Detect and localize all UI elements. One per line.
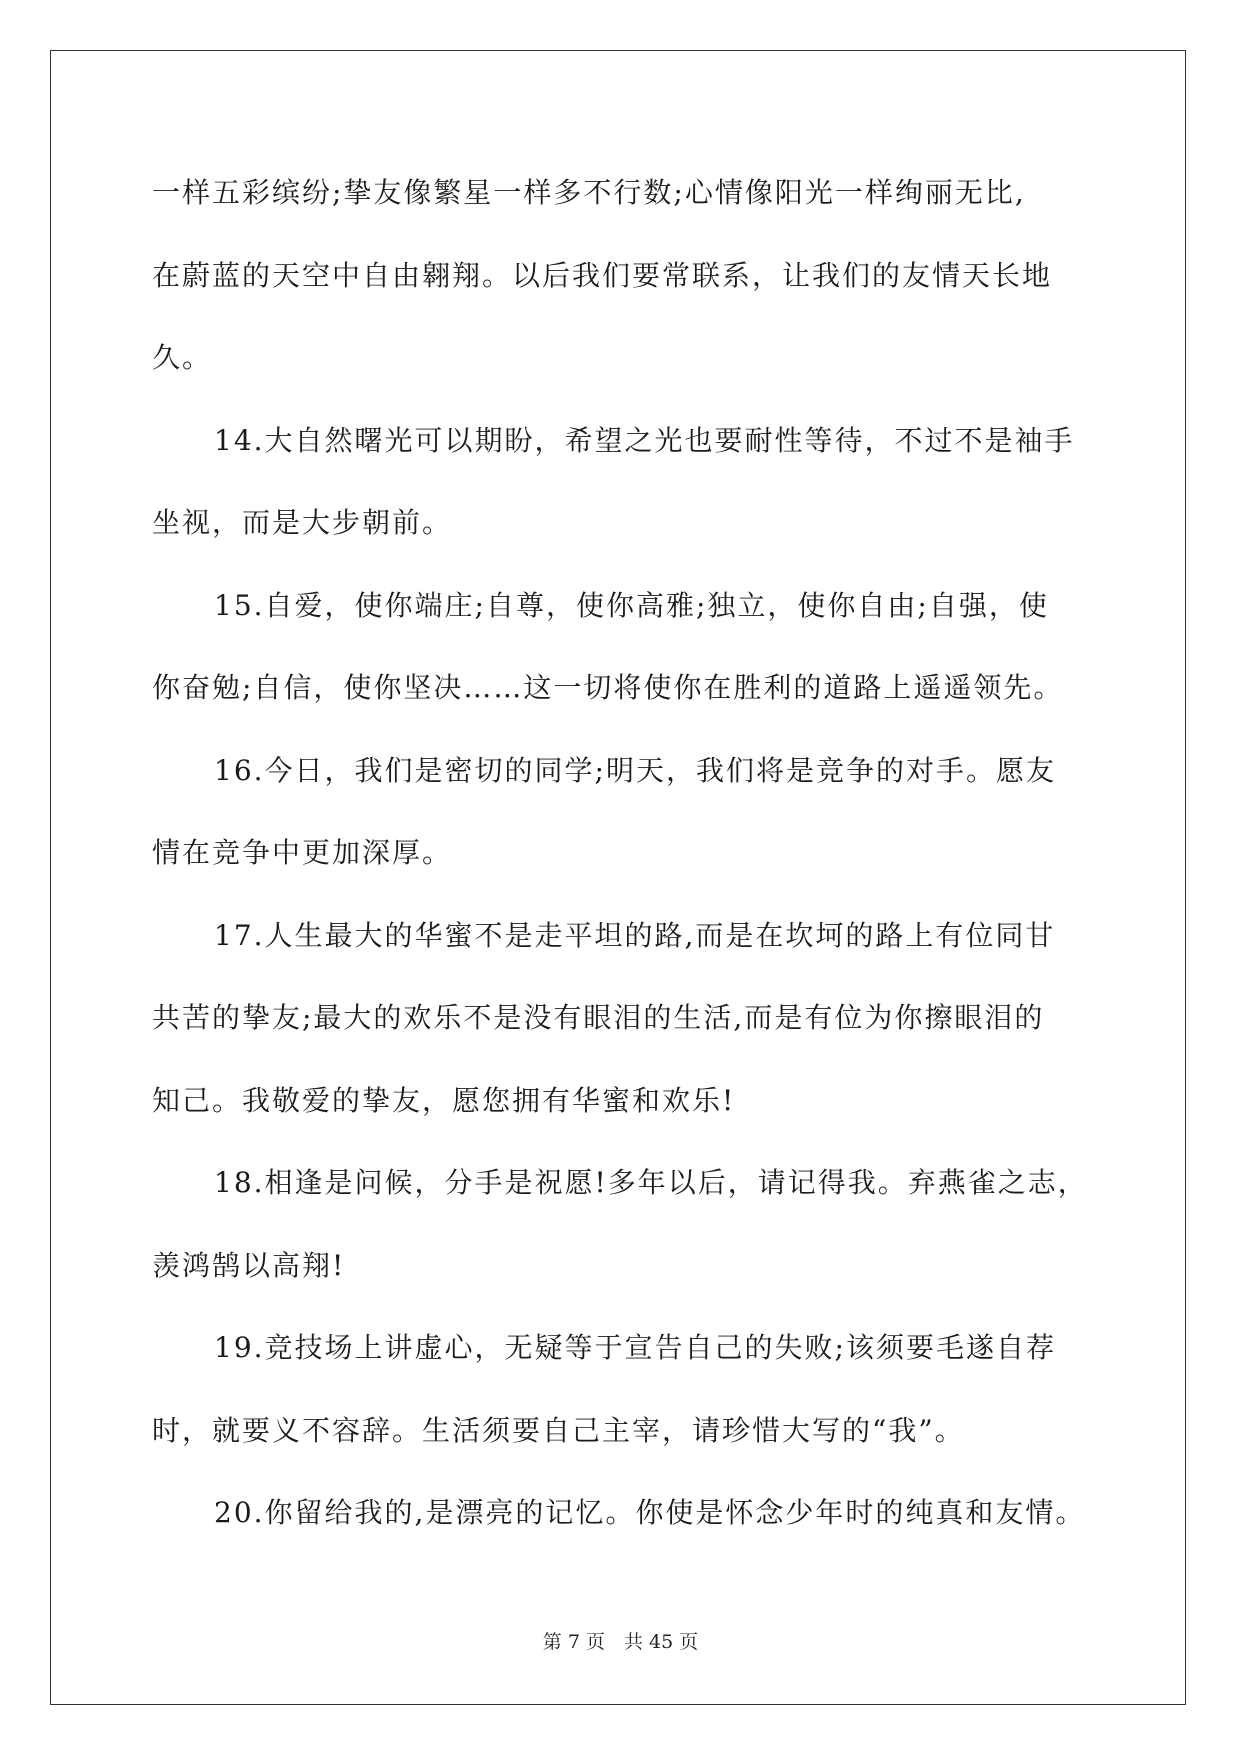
text-line: 久。 — [152, 341, 213, 374]
text-line: 羡鸿鹄以高翔! — [152, 1248, 346, 1282]
text-line: 在蔚蓝的天空中自由翱翔。以后我们要常联系，让我们的友情天长地 — [152, 258, 1053, 292]
paragraph-14-start: 14.大自然曙光可以期盼，希望之光也要耐性等待，不过不是袖手 — [214, 423, 1075, 457]
text-line: 共苦的挚友;最大的欢乐不是没有眼泪的生活,而是有位为你擦眼泪的 — [152, 1001, 1045, 1034]
paragraph-18-start: 18.相逢是问候，分手是祝愿!多年以后，请记得我。弃燕雀之志， — [214, 1166, 1088, 1199]
text-line: 一样五彩缤纷;挚友像繁星一样多不行数;心情像阳光一样绚丽无比, — [152, 176, 1026, 209]
paragraph-15-start: 15.自爱，使你端庄;自尊，使你高雅;独立，使你自由;自强，使 — [214, 588, 1049, 622]
page-number: 第 7 页 共 45 页 — [542, 1631, 699, 1653]
text-line: 情在竞争中更加深厚。 — [152, 836, 453, 869]
text-line: 时，就要义不容辞。生活须要自己主宰，请珍惜大写的“我”。 — [152, 1413, 965, 1447]
paragraph-16-start: 16.今日，我们是密切的同学;明天，我们将是竞争的对手。愿友 — [214, 753, 1056, 787]
text-line: 坐视，而是大步朝前。 — [152, 506, 453, 539]
text-line: 知己。我敬爱的挚友，愿您拥有华蜜和欢乐! — [152, 1083, 736, 1117]
paragraph-20-start: 20.你留给我的,是漂亮的记忆。你使是怀念少年时的纯真和友情。 — [214, 1496, 1086, 1529]
paragraph-19-start: 19.竞技场上讲虚心，无疑等于宣告自己的失败;该须要毛遂自荐 — [214, 1331, 1056, 1364]
text-line: 你奋勉;自信，使你坚决……这一切将使你在胜利的道路上遥遥领先。 — [152, 671, 1064, 704]
paragraph-17-start: 17.人生最大的华蜜不是走平坦的路,而是在坎坷的路上有位同甘 — [214, 918, 1056, 952]
document-body — [152, 152, 1092, 1555]
